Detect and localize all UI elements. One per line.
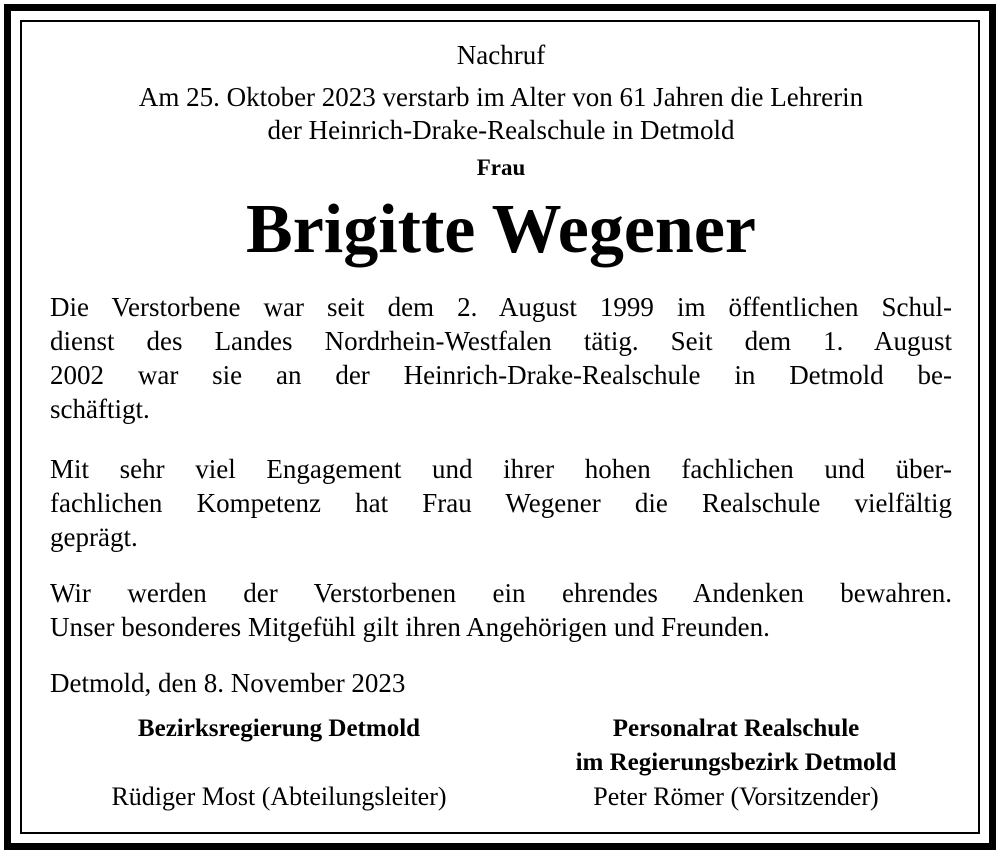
deceased-name: Brigitte Wegener xyxy=(246,191,756,268)
paragraph-line: 2002 war sie an der Heinrich-Drake-Realschule in Detmold be- xyxy=(50,360,952,390)
paragraph-engagement xyxy=(50,452,952,554)
paragraph-condolence xyxy=(50,576,952,644)
paragraph-line: geprägt. xyxy=(50,522,138,552)
paragraph-line: Mit sehr viel Engagement und ihrer hohen fachlichen und über- xyxy=(50,454,952,484)
paragraph-line: fachlichen Kompetenz hat Frau Wegener die Realschule vielfältig xyxy=(50,488,952,518)
signature-person: Peter Römer (Vorsitzender) xyxy=(593,782,879,811)
signature-org: Personalrat Realschule xyxy=(612,715,860,742)
paragraph-line: dienst des Landes Nordrhein-Westfalen tätig. Seit dem 1. August xyxy=(50,326,952,356)
intro-line-2: der Heinrich-Drake-Realschule in Detmold xyxy=(267,115,735,145)
paragraph-line: Die Verstorbene war seit dem 2. August 1999 im öffentlichen Schul- xyxy=(50,292,952,322)
signature-org: Bezirksregierung Detmold xyxy=(137,715,421,742)
signature-person: Rüdiger Most (Abteilungsleiter) xyxy=(111,782,447,811)
paragraph-line: schäftigt. xyxy=(50,394,150,424)
signature-right xyxy=(520,712,952,814)
dateline: Detmold, den 8. November 2023 xyxy=(50,668,406,698)
paragraph-career xyxy=(50,290,952,426)
signature-left xyxy=(50,712,508,814)
intro-line-1: Am 25. Oktober 2023 verstarb im Alter von 61 Jahren die Lehrerin xyxy=(138,82,864,112)
paragraph-line: Wir werden der Verstorbenen ein ehrendes Andenken bewahren. xyxy=(50,578,952,608)
paragraph-line: Unser besonderes Mitgefühl gilt ihren Angehörigen und Freunden. xyxy=(50,612,770,642)
notice-title: Nachruf xyxy=(456,40,546,70)
salutation: Frau xyxy=(476,155,526,180)
signature-org: im Regierungsbezirk Detmold xyxy=(575,749,897,776)
